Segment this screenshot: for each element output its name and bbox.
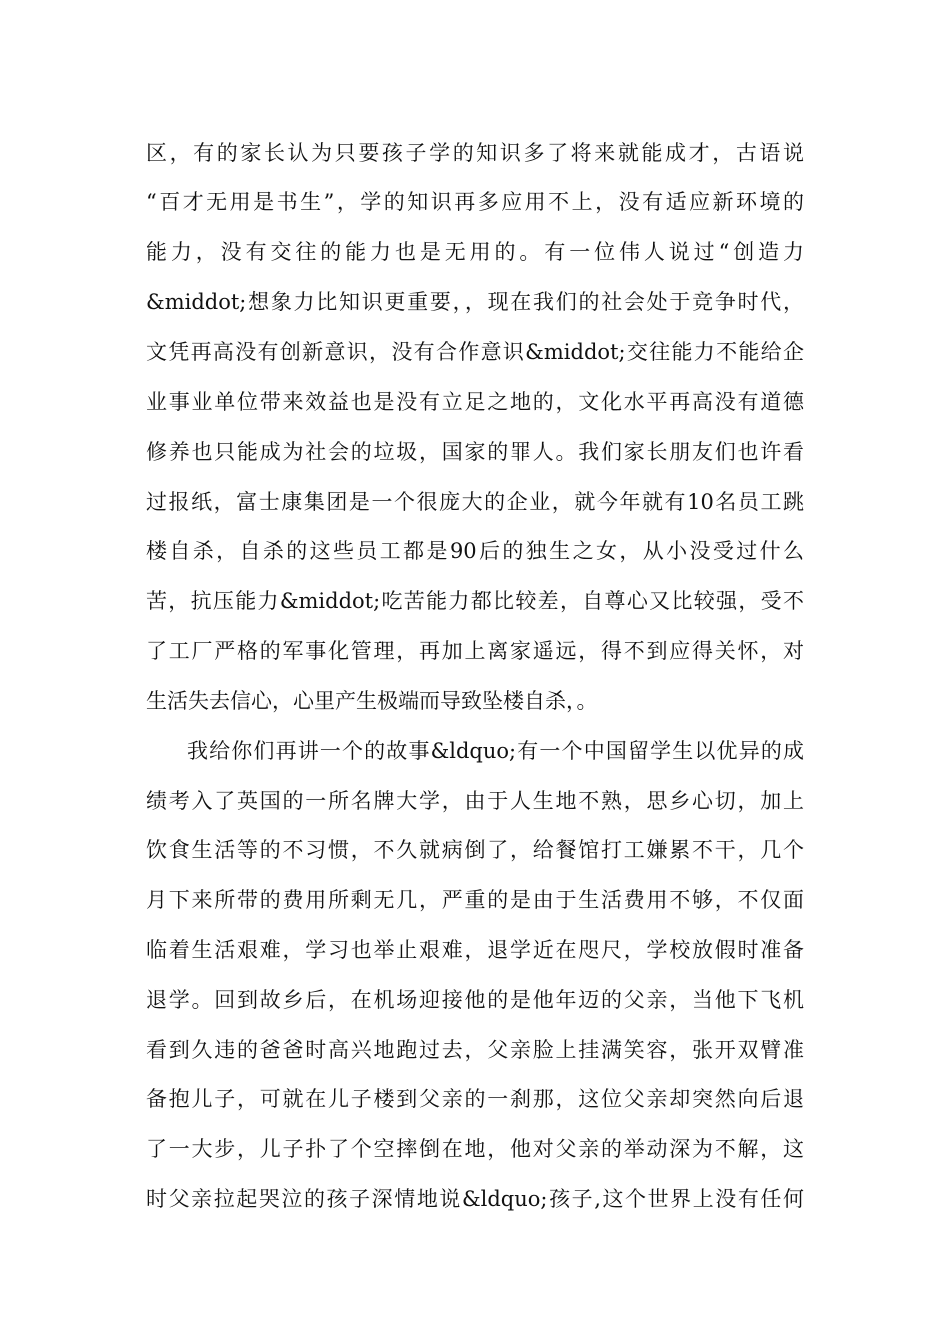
text-line: 文凭再高没有创新意识，没有合作意识&middot;交往能力不能给企 <box>146 340 804 364</box>
text-line: 了一大步，儿子扑了个空摔倒在地，他对父亲的举动深为不解，这 <box>146 1137 804 1161</box>
text-line: 时父亲拉起哭泣的孩子深情地说&ldquo;孩子,这个世界上没有任何 <box>146 1187 804 1211</box>
text-line: 能力，没有交往的能力也是无用的。有一位伟人说过“创造力 <box>146 240 804 264</box>
text-line: “百才无用是书生”，学的知识再多应用不上，没有适应新环境的 <box>146 190 804 214</box>
text-line: 备抱儿子，可就在儿子楼到父亲的一刹那，这位父亲却突然向后退 <box>146 1087 804 1111</box>
text-line: 过报纸，富士康集团是一个很庞大的企业，就今年就有10名员工跳 <box>146 490 804 514</box>
text-line: 退学。回到故乡后，在机场迎接他的是他年迈的父亲，当他下飞机 <box>146 988 804 1012</box>
text-line: 绩考入了英国的一所名牌大学，由于人生地不熟，思乡心切，加上 <box>146 789 804 813</box>
text-line: 饮食生活等的不习惯，不久就病倒了，给餐馆打工嫌累不干，几个 <box>146 838 804 862</box>
text-line: 业事业单位带来效益也是没有立足之地的，文化水平再高没有道德 <box>146 390 804 414</box>
paragraph-first-line: 我给你们再讲一个的故事&ldquo;有一个中国留学生以优异的成 <box>187 739 804 763</box>
text-line: 看到久违的爸爸时高兴地跑过去，父亲脸上挂满笑容，张开双臂准 <box>146 1038 804 1062</box>
text-line: 了工厂严格的军事化管理，再加上离家遥远，得不到应得关怀，对 <box>146 639 804 663</box>
text-line: 生活失去信心，心里产生极端而导致坠楼自杀，。 <box>146 689 598 713</box>
text-line: 楼自杀，自杀的这些员工都是90后的独生之女，从小没受过什么 <box>146 539 804 563</box>
text-line: 月下来所带的费用所剩无几，严重的是由于生活费用不够，不仅面 <box>146 888 804 912</box>
text-line: 区，有的家长认为只要孩子学的知识多了将来就能成才，古语说 <box>146 141 804 165</box>
text-line: 修养也只能成为社会的垃圾，国家的罪人。我们家长朋友们也许看 <box>146 440 804 464</box>
text-line: 苦，抗压能力&middot;吃苦能力都比较差，自尊心又比较强，受不 <box>146 589 804 613</box>
text-line: 临着生活艰难，学习也举止艰难，退学近在咫尺，学校放假时准备 <box>146 938 804 962</box>
text-line: &middot;想象力比知识更重要，，现在我们的社会处于竞争时代， <box>146 290 804 314</box>
